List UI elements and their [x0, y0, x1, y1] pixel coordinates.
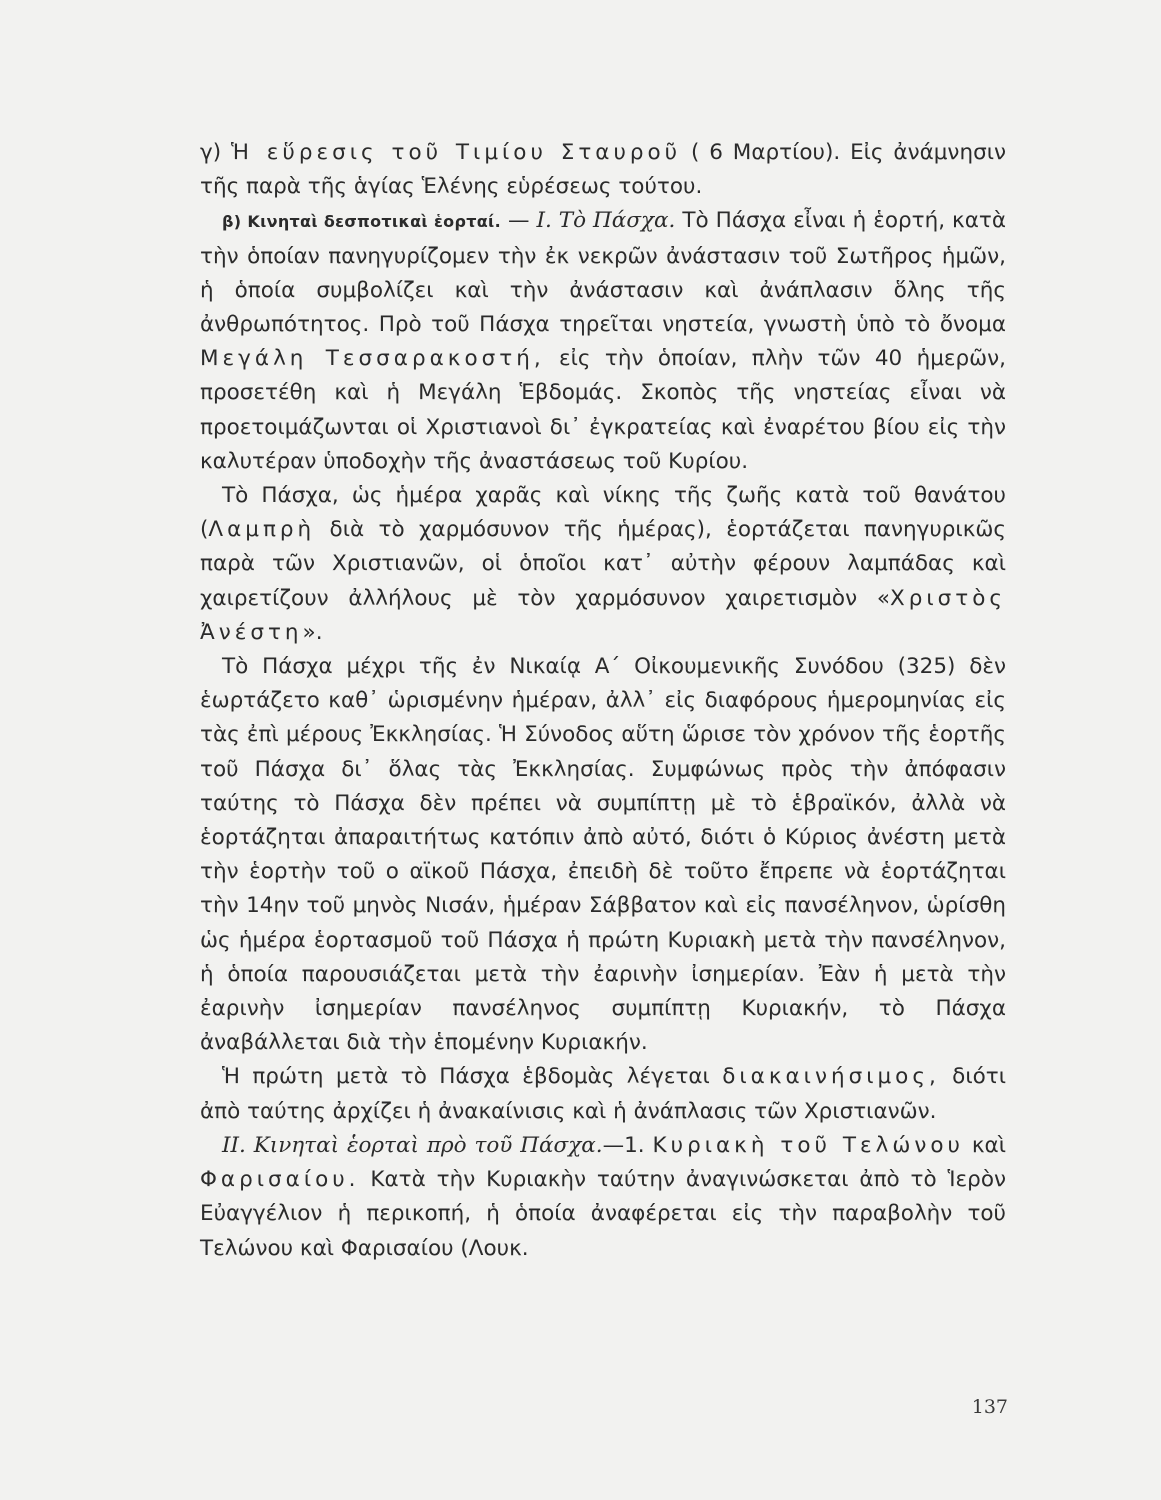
para-4-text-1: Ἡ πρώτη μετὰ τὸ Πάσχα ἑβδομὰς λέγεται [222, 1064, 723, 1090]
section-g-text: Εἰς ἀνάμνησιν τῆς παρὰ τῆς ἁγίας Ἑλένης εὑρέσεως τούτου. [200, 140, 1006, 200]
para-3-text: Τὸ Πάσχα μέχρι τῆς ἐν Νικαίᾳ Α΄ Οἰκουμενικῆς Συνόδου (325) δὲν ἑωρτάζετο καθ᾽ ὡρισμένην ἡμέραν, ἀλλ᾽ εἰς διαφόρους ἡμερομηνίας εἰς τὰς ἐπὶ μέρους Ἐκκλησίας. Ἡ Σύνοδος αὕτη ὥρισε τὸν χρόνον τῆς ἑορτῆς τοῦ Πάσχα δι᾽ ὅλας τὰς Ἐκκλησίας. Συμφώνως πρὸς τὴν ἀπόφασιν ταύτης τὸ Πάσχα δὲν πρέπει νὰ συμπίπτῃ μὲ τὸ ἑβραϊκόν, ἀλλὰ νὰ ἑορτάζηται ἀπαραιτήτως κατόπιν ἀπὸ αὐτό, διότι ὁ Κύριος ἀνέστη μετὰ τὴν ἑορτὴν τοῦ ο αϊκοῦ Πάσχα, ἐπειδὴ δὲ τοῦτο ἔπρεπε νὰ ἑορτάζηται τὴν 14ην τοῦ μηνὸς Νισάν, ἡμέραν Σάββατον καὶ εἰς πανσέληνον, ὡρίσθη ὡς ἡμέρα ἑορτασμοῦ τοῦ Πάσχα ἡ πρώτη Κυριακὴ μετὰ τὴν πανσέληνον, ἡ ὁποία παρουσιάζεται μετὰ τὴν ἐαρινὴν ἰσημερίαν. Ἐὰν ἡ μετὰ τὴν ἐαρινὴν ἰσημερίαν πανσέληνος συμπίπτῃ Κυριακήν, τὸ Πάσχα ἀναβάλλεται διὰ τὴν ἑπομένην Κυριακήν. [200, 654, 1006, 1056]
section-b-subheading: I. Τὸ Πάσχα. [536, 208, 676, 234]
para-5-heading: II. Κινηταὶ ἑορταὶ πρὸ τοῦ Πάσχα. [222, 1132, 603, 1158]
para-4-term: διακαινήσιμος, [722, 1064, 940, 1090]
para-2-term-2: Χριστὸς Ἀνέστη [200, 585, 1006, 645]
para-4-text-2: διότι ἀπὸ ταύτης ἀρχίζει ἡ ἀνακαίνισις καὶ ἡ ἀνάπλασις τῶν Χριστιανῶν. [200, 1064, 1006, 1124]
para-5-kai: καὶ [963, 1132, 1006, 1158]
section-b-term: Μεγάλη Τεσσαρακοστή, [200, 346, 545, 372]
para-2-text-3: ». [302, 619, 323, 645]
section-g-marker: γ) [200, 140, 231, 165]
section-g-heading: Ἡ εὕρεσις τοῦ Τιμίου Σταυροῦ [230, 140, 682, 165]
para-2-text-1: Τὸ Πάσχα, ὡς ἡμέρα χαρᾶς καὶ νίκης τῆς ζωῆς κατὰ τοῦ θανάτου ( [200, 483, 1006, 543]
nicaea-paragraph [200, 650, 1006, 1060]
section-b-text: Τὸ Πάσχα εἶναι ἡ ἑορτή, κατὰ τὴν ὁποίαν πανηγυρίζομεν τὴν ἐκ νεκρῶν ἀνάστασιν τοῦ Σωτῆρος ἡμῶν, ἡ ὁποία συμβολίζει καὶ τὴν ἀνάστασιν καὶ ἀνάπλασιν ὅλης τῆς ἀνθρωπότητος. Πρὸ τοῦ Πάσχα τηρεῖται νηστεία, γνωστὴ ὑπὸ τὸ ὄνομα [200, 208, 1006, 338]
para-5-text: Κατὰ τὴν Κυριακὴν ταύτην ἀναγινώσκεται ἀπὸ τὸ Ἱερὸν Εὐαγγέλιον ἡ περικοπή, ἡ ὁποία ἀναφέρεται εἰς τὴν παραβολὴν τοῦ Τελώνου καὶ Φαρισαίου (Λουκ. [200, 1167, 1006, 1261]
section-b-paragraph [200, 204, 1006, 479]
para-2-term-1: Λαμπρὴ [208, 517, 316, 543]
para-5-term-2: Φαρισαίου. [200, 1167, 360, 1193]
page-text [200, 136, 1006, 1266]
renewal-week-paragraph [200, 1060, 1006, 1128]
para-5-dash: — [602, 1132, 625, 1158]
page-number: 137 [971, 1396, 1008, 1418]
movable-feasts-paragraph [200, 1129, 1006, 1266]
para-2-text-2: διὰ τὸ χαρμόσυνον τῆς ἡμέρας), ἑορτάζεται πανηγυρικῶς παρὰ τῶν Χριστιανῶν, οἱ ὁποῖοι κατ᾽ αὐτὴν φέρουν λαμπάδας καὶ χαιρετίζουν ἀλλήλους μὲ τὸν χαρμόσυνον χαιρετισμὸν « [200, 517, 1006, 611]
para-5-term: Κυριακὴ τοῦ Τελώνου [652, 1132, 964, 1158]
section-b-dash: — [500, 208, 537, 234]
section-b-text-after: εἰς τὴν ὁποίαν, πλὴν τῶν 40 ἡμερῶν, προσετέθη καὶ ἡ Μεγάλη Ἑβδομάς. Σκοπὸς τῆς νηστείας εἶναι νὰ προετοιμάζωνται οἱ Χριστιανοὶ δι᾽ ἐγκρατείας καὶ ἐναρέτου βίου εἰς τὴν καλυτέραν ὑποδοχὴν τῆς ἀναστάσεως τοῦ Κυρίου. [200, 346, 1006, 474]
section-g-paragraph [200, 136, 1006, 204]
section-b-marker: β) Κινηταὶ δεσποτικαὶ ἑορταί. [222, 212, 501, 232]
easter-joy-paragraph [200, 479, 1006, 650]
section-g-date: ( 6 Μαρτίου). [681, 140, 841, 165]
para-5-number: 1. [624, 1132, 653, 1158]
